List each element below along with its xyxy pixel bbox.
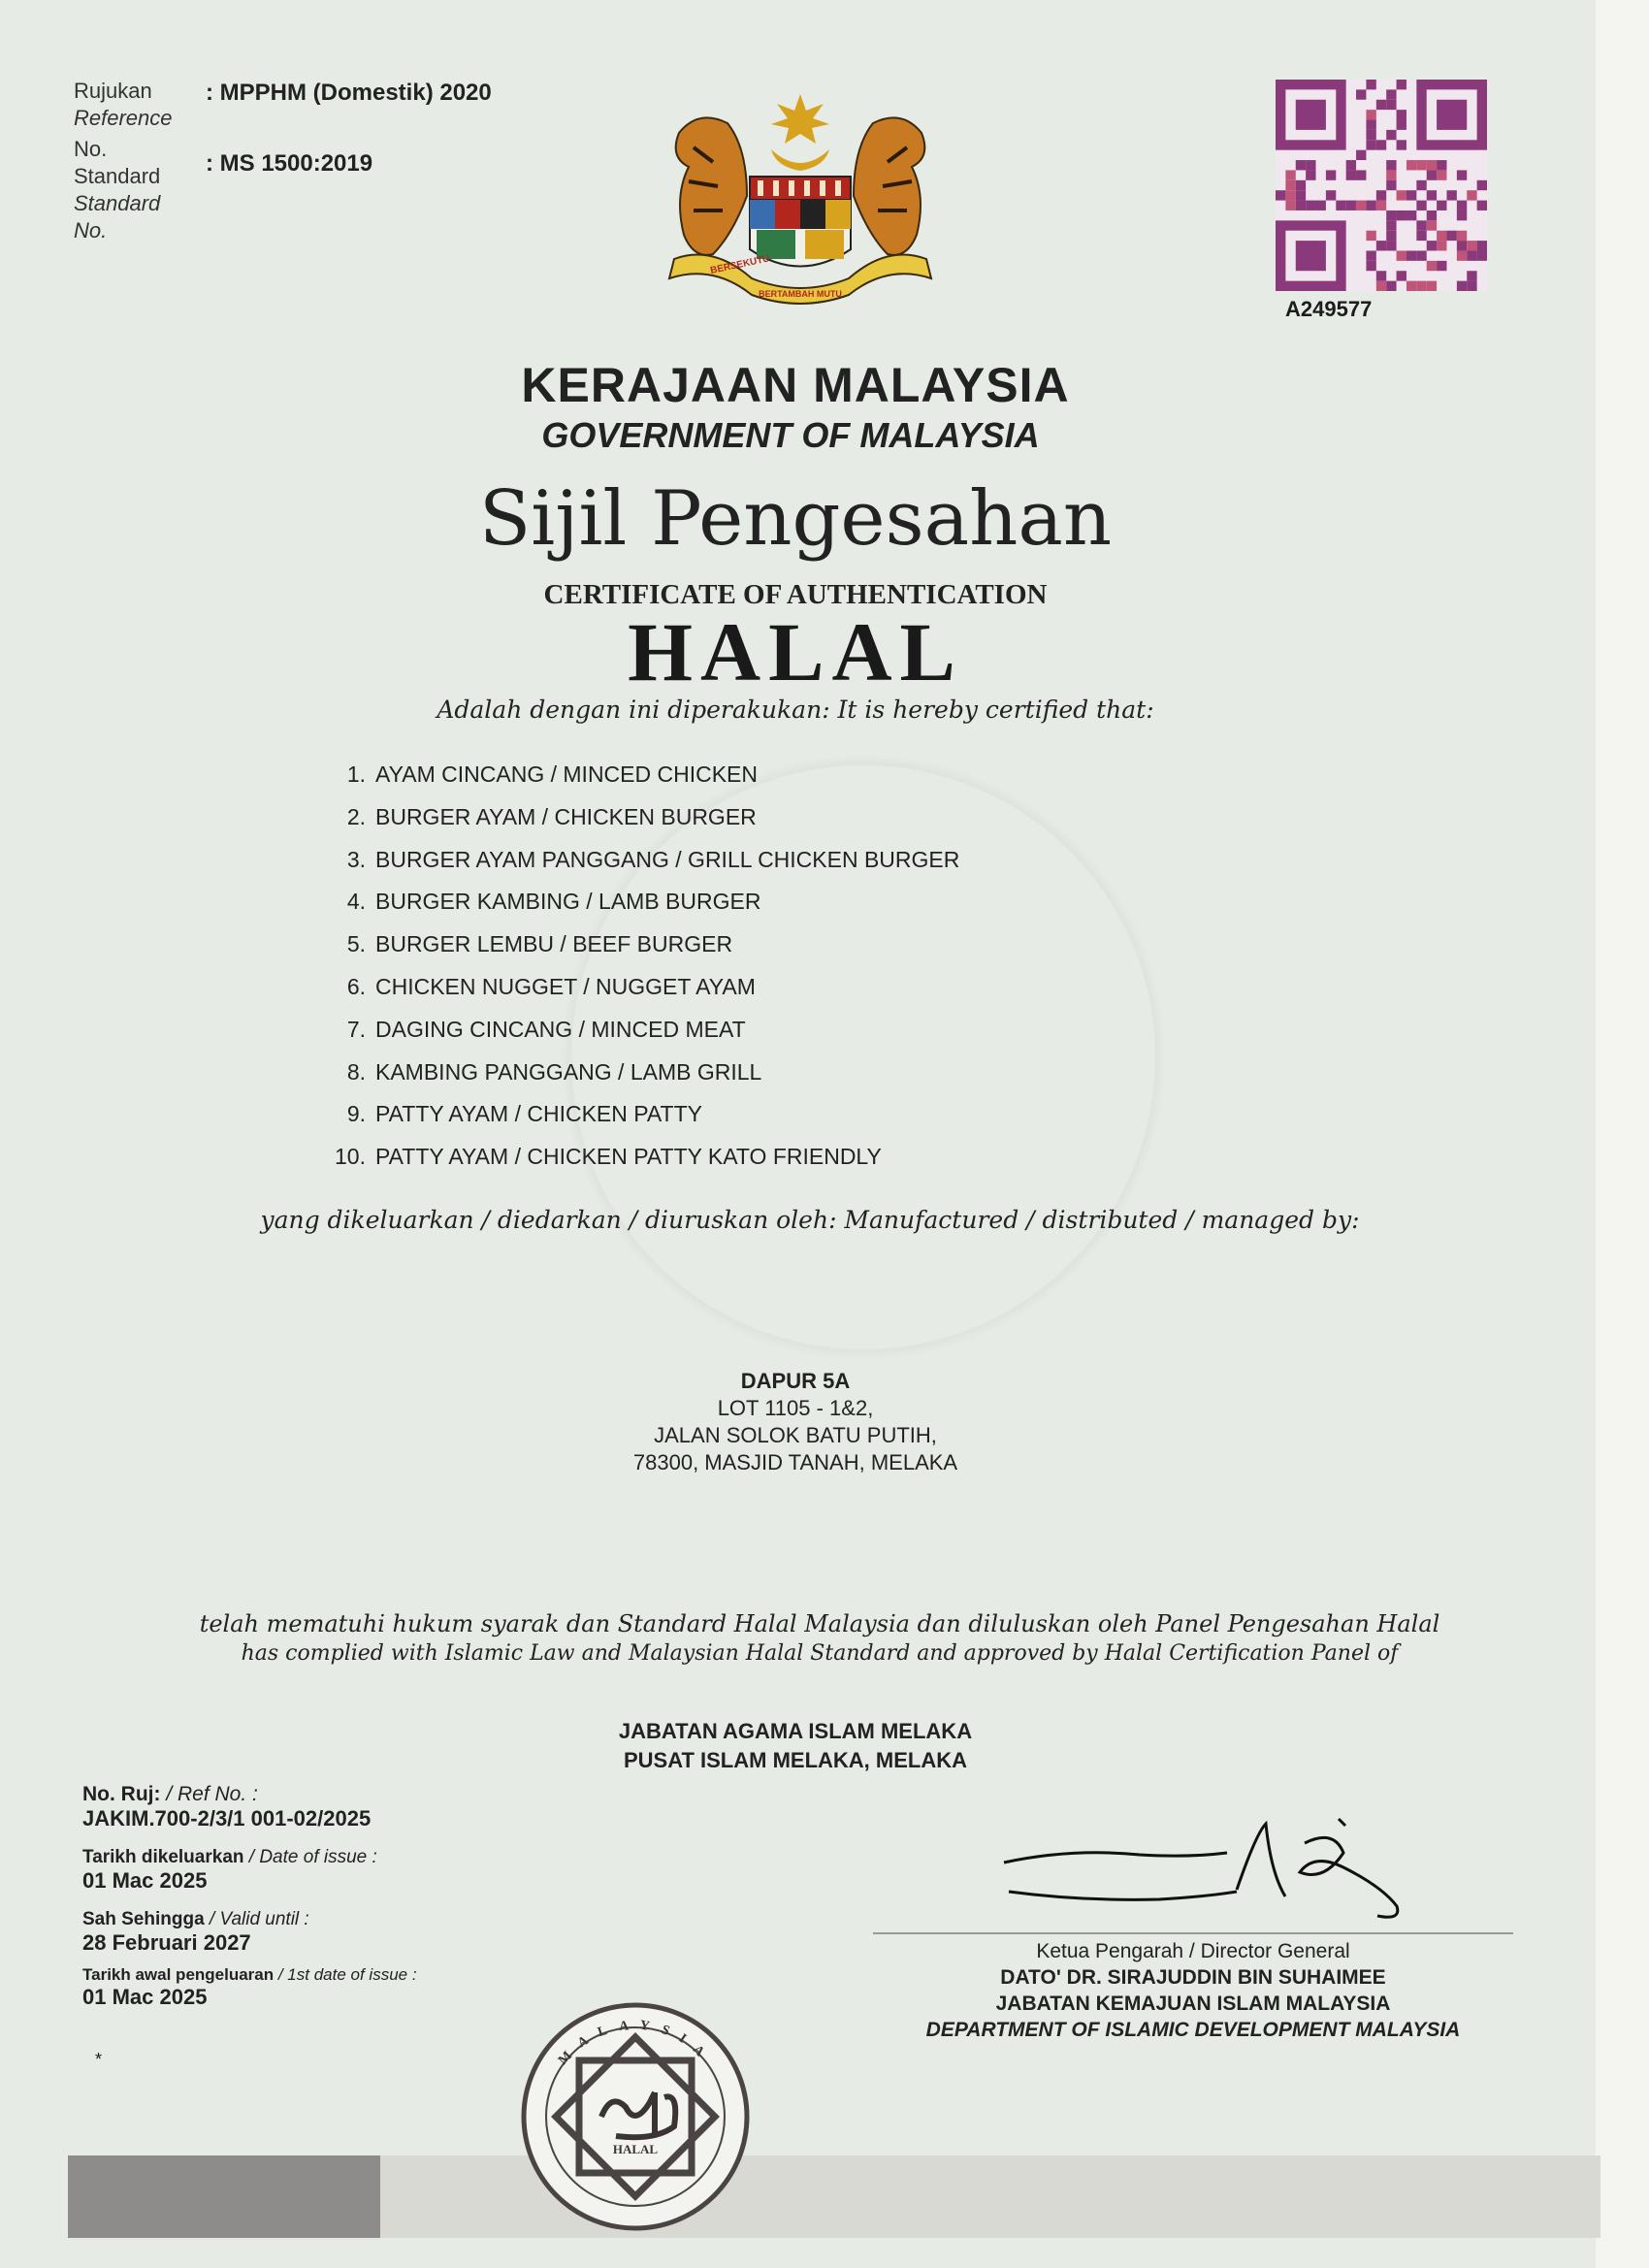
company-block — [0, 1368, 1591, 1476]
director-name: DATO' DR. SIRAJUDDIN BIN SUHAIMEE — [1000, 1966, 1386, 1989]
director-title: Ketua Pengarah / Director General — [1036, 1940, 1350, 1962]
issue-date-label: Tarikh dikeluarkan / Date of issue : — [82, 1847, 377, 1867]
list-item: 4. BURGER KAMBING / LAMB BURGER — [346, 889, 761, 915]
list-item: 6. CHICKEN NUGGET / NUGGET AYAM — [346, 973, 756, 999]
first-issue-value: 01 Mac 2025 — [82, 1985, 208, 2009]
government-title-en: GOVERNMENT OF MALAYSIA — [541, 415, 1040, 455]
valid-until-value: 28 Februari 2027 — [82, 1930, 251, 1955]
authority-line1: JABATAN AGAMA ISLAM MELAKA — [618, 1719, 973, 1743]
crest-ribbon-center: BERTAMBAH MUTU — [759, 289, 842, 299]
list-item: 9. PATTY AYAM / CHICKEN PATTY — [346, 1101, 702, 1127]
director-signature — [994, 1814, 1421, 1940]
list-item: 2. BURGER AYAM / CHICKEN BURGER — [346, 803, 757, 829]
sijil-title: Sijil Pengesahan — [478, 475, 1113, 563]
certify-statement: Adalah dengan ini diperakukan: It is hereby certified that: — [436, 696, 1154, 724]
director-department: JABATAN KEMAJUAN ISLAM MALAYSIA — [995, 1993, 1391, 2015]
director-block — [844, 1938, 1542, 2043]
no-italic-label: No. — [74, 218, 108, 243]
rujukan-value: : MPPHM (Domestik) 2020 — [206, 80, 492, 106]
government-title-ms: KERAJAAN MALAYSIA — [521, 358, 1070, 412]
standard-italic-label: Standard — [74, 191, 161, 215]
authority-block — [0, 1717, 1591, 1775]
crest-ribbon-left: BERSEKUTU — [709, 253, 771, 276]
company-address-line1: LOT 1105 - 1&2, — [717, 1396, 874, 1420]
compliance-statement-ms: telah mematuhi hukum syarak dan Standard Halal Malaysia dan diluluskan oleh Panel Pengesahan Halal — [199, 1610, 1440, 1637]
company-address-line3: 78300, MASJID TANAH, MELAKA — [632, 1450, 958, 1474]
company-name: DAPUR 5A — [740, 1369, 851, 1393]
first-issue-label: Tarikh awal pengeluaran / 1st date of issue : — [82, 1965, 417, 1984]
certificate-title: CERTIFICATE OF AUTHENTICATION — [543, 579, 1048, 610]
manufactured-by-statement: yang dikeluarkan / diedarkan / diuruskan oleh: Manufactured / distributed / managed by: — [260, 1206, 1360, 1234]
ref-no-label: No. Ruj: / Ref No. : — [82, 1783, 258, 1805]
compliance-statement-en: has complied with Islamic Law and Malaysian Halal Standard and approved by Halal Certification Panel of — [241, 1641, 1399, 1666]
issue-date-value: 01 Mac 2025 — [82, 1868, 208, 1893]
rujukan-label: Rujukan — [74, 79, 152, 103]
valid-until-label: Sah Sehingga / Valid until : — [82, 1909, 309, 1929]
reference-block — [74, 78, 173, 244]
serial-number: A249577 — [1285, 297, 1373, 321]
standard-value: : MS 1500:2019 — [206, 150, 373, 177]
scan-edge — [1596, 0, 1649, 2268]
reference-label: Reference — [74, 106, 173, 130]
company-address-line2: JALAN SOLOK BATU PUTIH, — [654, 1423, 937, 1447]
halal-title: HALAL — [628, 605, 963, 698]
list-item: 1. AYAM CINCANG / MINCED CHICKEN — [346, 761, 759, 787]
malaysia-coat-of-arms-icon — [655, 89, 946, 308]
director-department-en: DEPARTMENT OF ISLAMIC DEVELOPMENT MALAYSIA — [925, 2019, 1461, 2041]
list-item: 3. BURGER AYAM PANGGANG / GRILL CHICKEN BURGER — [346, 846, 960, 872]
authority-line2: PUSAT ISLAM MELAKA, MELAKA — [623, 1748, 968, 1772]
certificate-details — [82, 1783, 417, 2010]
list-item: 8. KAMBING PANGGANG / LAMB GRILL — [346, 1058, 762, 1085]
no-label: No. — [74, 137, 108, 161]
seal-ring-text: MALAYSIA — [556, 2018, 715, 2069]
halal-logo-seal-icon — [519, 2000, 752, 2233]
standard-label: Standard — [74, 164, 161, 188]
seal-center-text: HALAL — [612, 2142, 659, 2156]
redacted-block — [68, 2155, 380, 2238]
list-item: 5. BURGER LEMBU / BEEF BURGER — [346, 931, 733, 957]
ref-no-value: JAKIM.700-2/3/1 001-02/2025 — [82, 1806, 372, 1831]
list-item: 7. DAGING CINCANG / MINCED MEAT — [346, 1016, 746, 1042]
qr-code-icon — [1276, 80, 1487, 291]
product-list — [315, 757, 959, 1182]
signature-line — [873, 1932, 1513, 1934]
list-item: 10. PATTY AYAM / CHICKEN PATTY KATO FRIENDLY — [335, 1144, 882, 1170]
asterisk-mark: * — [95, 2050, 103, 2069]
